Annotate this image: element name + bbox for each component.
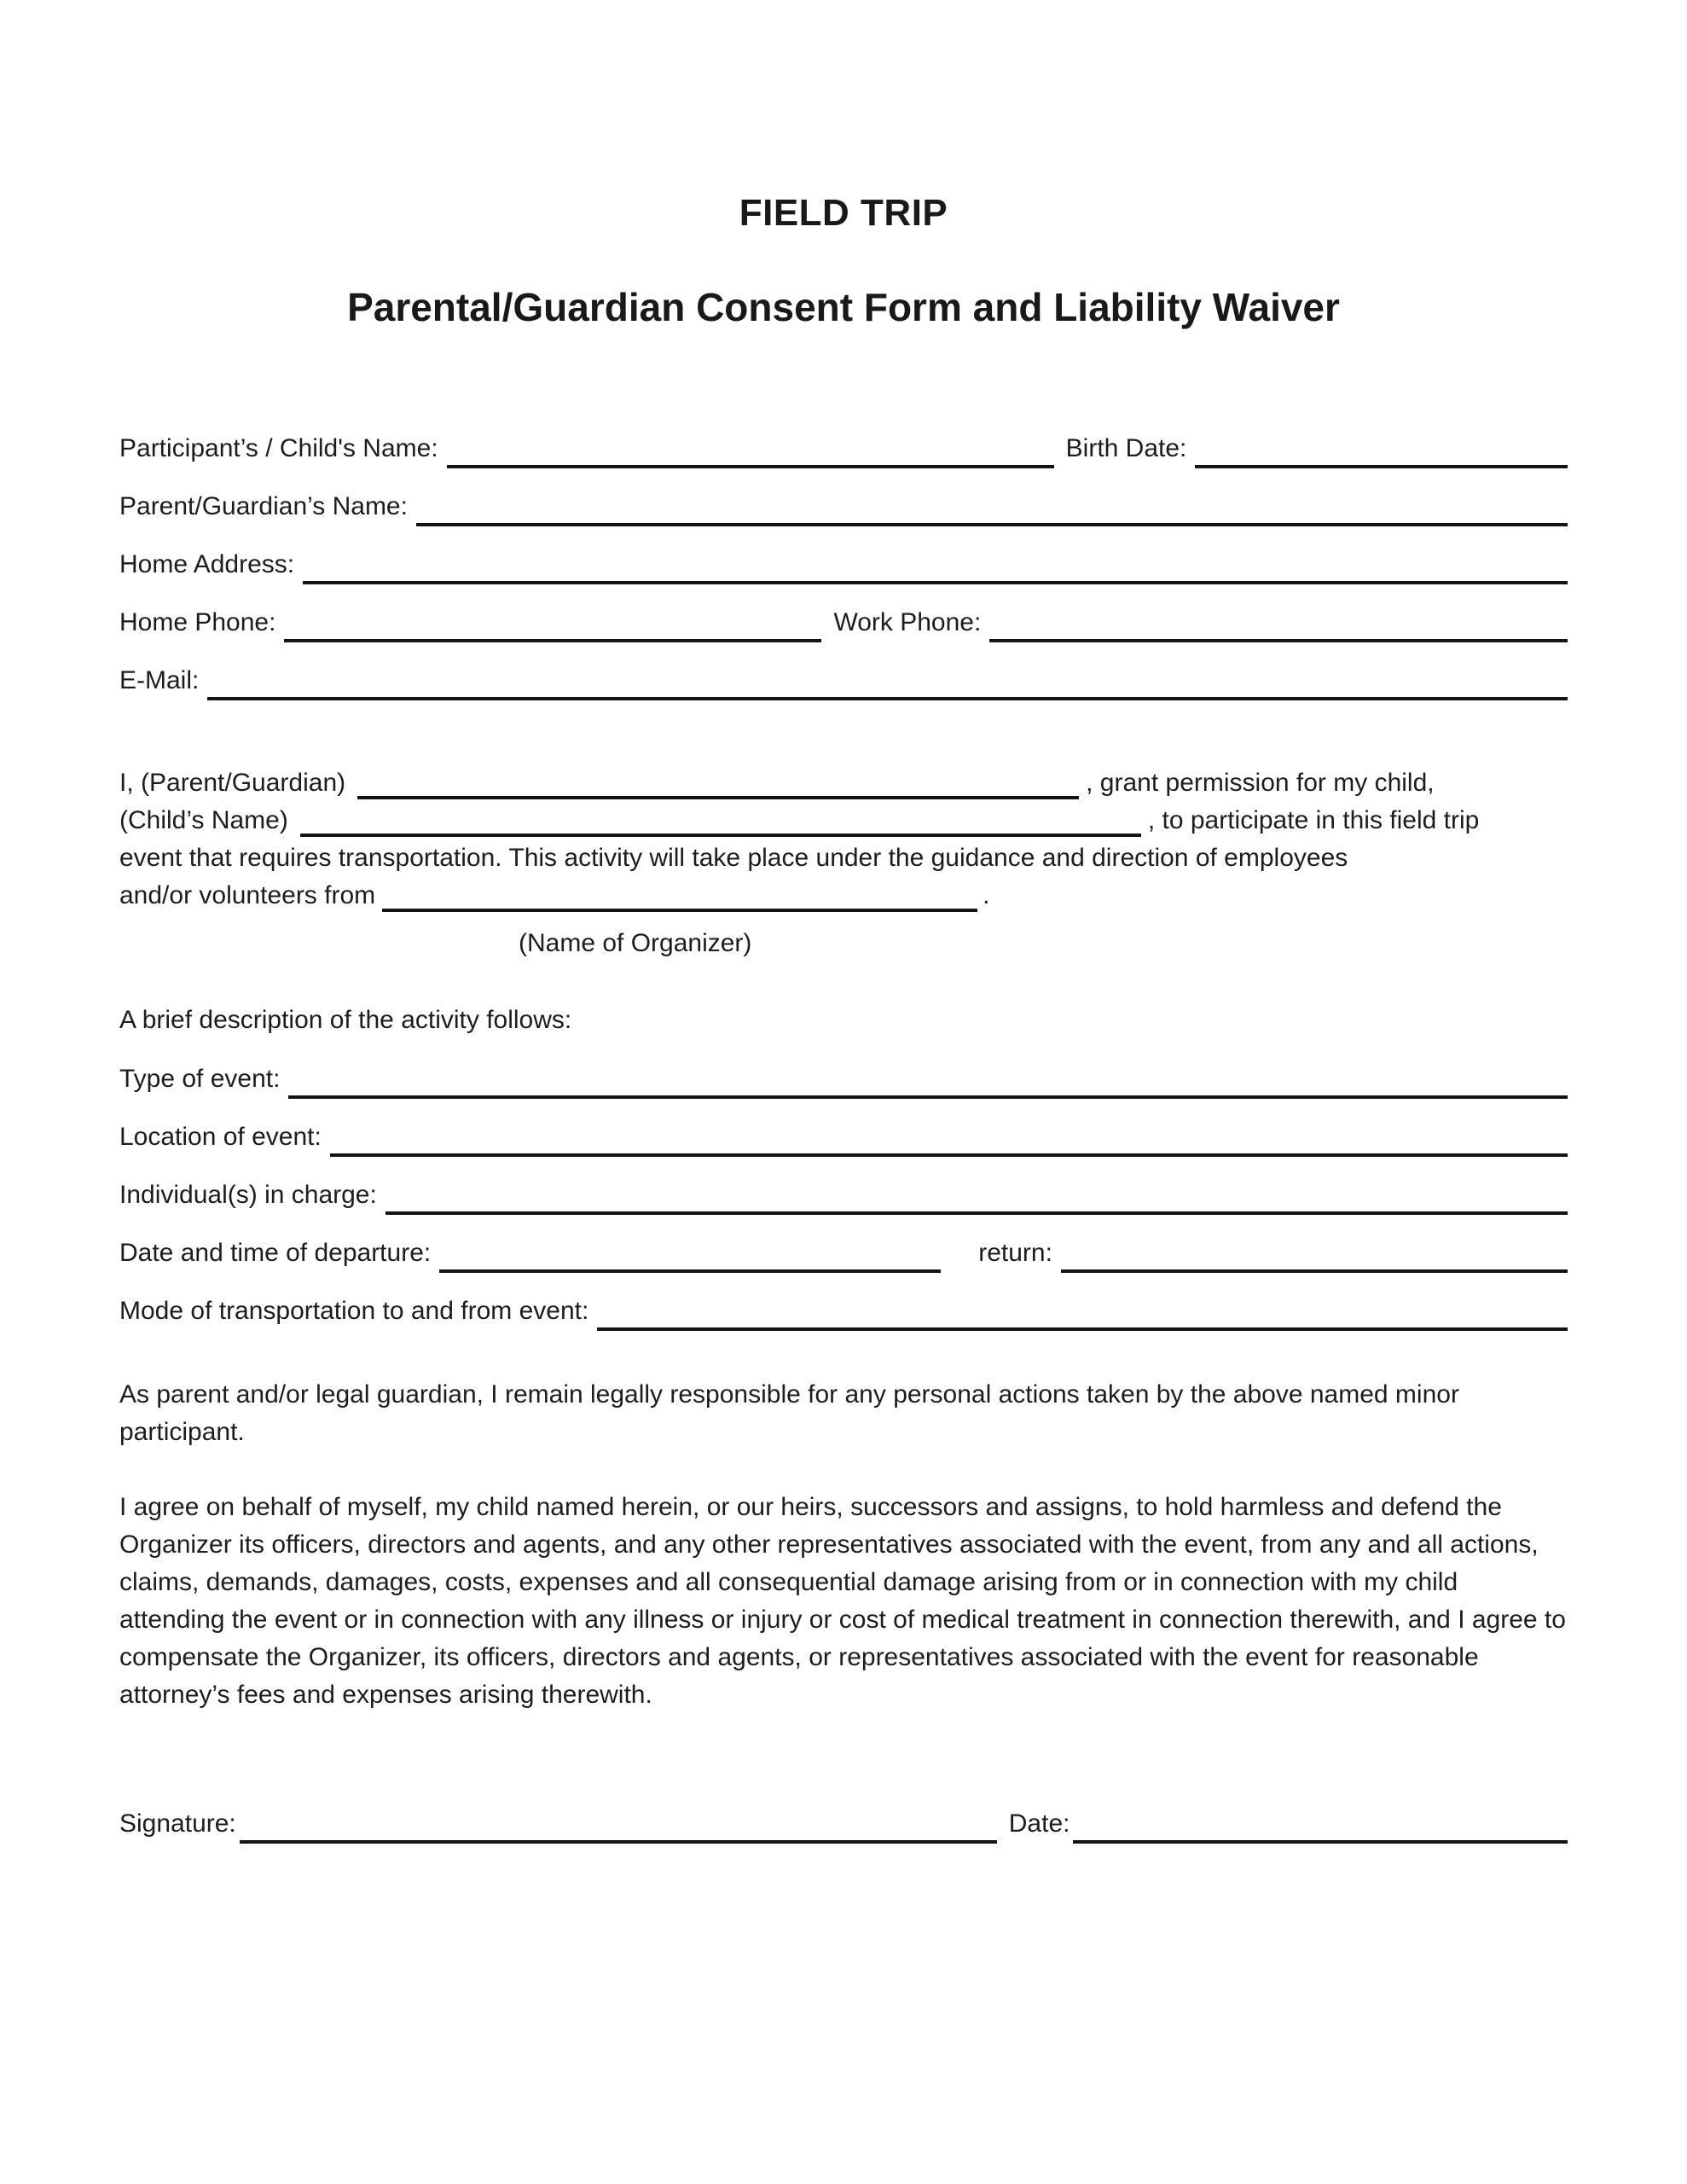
participant-name-input[interactable] <box>447 443 1054 468</box>
permission-line1-suffix: , grant permission for my child, <box>1086 769 1435 797</box>
transportation-input[interactable] <box>597 1305 1568 1331</box>
signature-input[interactable] <box>240 1818 997 1844</box>
work-phone-label: Work Phone: <box>833 608 982 636</box>
type-of-event-row <box>119 1061 1568 1096</box>
child-name-input[interactable] <box>300 811 1141 837</box>
activity-section <box>119 1003 1568 1328</box>
return-label: return: <box>978 1239 1052 1267</box>
date-input[interactable] <box>1073 1818 1568 1844</box>
home-phone-input[interactable] <box>284 617 821 642</box>
participant-name-row <box>119 431 1568 466</box>
participant-name-label: Participant’s / Child's Name: <box>119 434 438 462</box>
organizer-caption: (Name of Organizer) <box>519 929 752 957</box>
signature-row <box>119 1806 1568 1841</box>
permission-line-2 <box>119 802 1568 839</box>
permission-line3-text: event that requires transportation. This activity will take place under the guidance and direction of employees <box>119 844 1348 872</box>
activity-intro: A brief description of the activity follows: <box>119 1006 572 1034</box>
birth-date-input[interactable] <box>1195 443 1568 468</box>
departure-label: Date and time of departure: <box>119 1239 432 1267</box>
permission-line-1 <box>119 764 1568 802</box>
permission-line-3 <box>119 839 1568 877</box>
legal-section <box>119 1376 1568 1714</box>
permission-line4-prefix: and/or volunteers from <box>119 881 376 909</box>
location-of-event-label: Location of event: <box>119 1123 322 1151</box>
permission-line2-prefix: (Child’s Name) <box>119 806 288 834</box>
page-title: FIELD TRIP <box>739 192 948 234</box>
home-address-input[interactable] <box>303 559 1568 584</box>
date-label: Date: <box>1008 1809 1070 1838</box>
contact-fields-section <box>119 431 1568 698</box>
home-phone-label: Home Phone: <box>119 608 276 636</box>
parent-guardian-name-input[interactable] <box>357 774 1079 799</box>
parent-name-label: Parent/Guardian’s Name: <box>119 492 408 520</box>
transportation-label: Mode of transportation to and from event: <box>119 1297 589 1325</box>
parent-name-row <box>119 489 1568 524</box>
birth-date-label: Birth Date: <box>1065 434 1187 462</box>
location-of-event-input[interactable] <box>330 1131 1568 1157</box>
email-row <box>119 663 1568 698</box>
form-content <box>119 192 1568 1841</box>
legal-paragraph-responsibility: As parent and/or legal guardian, I remain legally responsible for any personal actions taken by the above named minor participant. <box>119 1380 1459 1446</box>
permission-line-4 <box>119 877 1568 915</box>
permission-line4-suffix: . <box>983 881 990 909</box>
transportation-row <box>119 1293 1568 1328</box>
email-input[interactable] <box>207 675 1568 700</box>
email-label: E-Mail: <box>119 666 200 694</box>
permission-line1-prefix: I, (Parent/Guardian) <box>119 769 346 797</box>
individuals-in-charge-row <box>119 1177 1568 1212</box>
work-phone-input[interactable] <box>989 617 1568 642</box>
permission-paragraph <box>119 764 1568 961</box>
departure-return-row <box>119 1235 1568 1270</box>
phones-row <box>119 605 1568 640</box>
page-subtitle: Parental/Guardian Consent Form and Liability Waiver <box>347 285 1340 329</box>
type-of-event-input[interactable] <box>288 1073 1568 1099</box>
return-input[interactable] <box>1061 1247 1568 1273</box>
individuals-in-charge-label: Individual(s) in charge: <box>119 1181 377 1209</box>
permission-line2-suffix: , to participate in this field trip <box>1147 806 1480 834</box>
home-address-row <box>119 547 1568 582</box>
signature-label: Signature: <box>119 1809 236 1838</box>
departure-input[interactable] <box>439 1247 941 1273</box>
type-of-event-label: Type of event: <box>119 1065 281 1093</box>
organizer-name-input[interactable] <box>382 886 977 912</box>
home-address-label: Home Address: <box>119 550 295 578</box>
legal-paragraph-hold-harmless: I agree on behalf of myself, my child named herein, or our heirs, successors and assigns, to hold harmless and defend the Organizer its officers, directors and agents, and any other representatives associated with the event, from any and all actions, claims, demands, damages, costs, expenses and all consequential damage arising from or in connection with my child attending the event or in connection with any illness or injury or cost of medical treatment in connection therewith, and I agree to compensate the Organizer, its officers, directors and agents, or representatives associated with the event for reasonable attorney’s fees and expenses arising therewith. <box>119 1493 1566 1709</box>
individuals-in-charge-input[interactable] <box>386 1189 1568 1215</box>
parent-name-input[interactable] <box>416 501 1568 526</box>
location-of-event-row <box>119 1119 1568 1154</box>
